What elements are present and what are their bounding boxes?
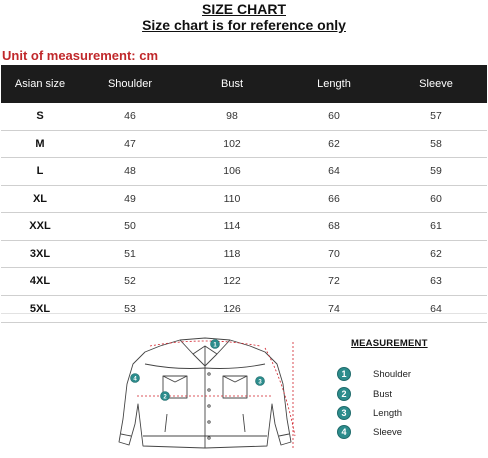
shoulder-guide xyxy=(150,341,260,346)
jacket-outline xyxy=(119,338,291,448)
table-header-row xyxy=(1,65,487,103)
table-row xyxy=(1,295,487,323)
chart-subtitle: Size chart is for reference only xyxy=(142,17,346,33)
size-cell: 3XL xyxy=(1,240,79,268)
table-cell: 72 xyxy=(283,268,385,296)
size-cell: M xyxy=(1,130,79,158)
legend-item-bust xyxy=(337,386,392,402)
section-divider xyxy=(1,313,487,314)
table-cell: 48 xyxy=(79,158,181,186)
size-table xyxy=(1,65,487,323)
number-2-icon: 2 xyxy=(337,387,351,401)
table-row xyxy=(1,103,487,130)
table-cell: 52 xyxy=(79,268,181,296)
marker-2-label: 2 xyxy=(163,394,167,401)
marker-3-label: 3 xyxy=(258,379,262,386)
legend-label: Bust xyxy=(373,388,393,400)
table-cell: 59 xyxy=(385,158,487,186)
column-header: Length xyxy=(283,65,385,103)
table-cell: 106 xyxy=(181,158,283,186)
table-cell: 50 xyxy=(79,213,181,241)
table-row xyxy=(1,240,487,268)
size-cell: 5XL xyxy=(1,295,79,323)
unit-note: Unit of measurement: cm xyxy=(2,48,159,63)
size-cell: XXL xyxy=(1,213,79,241)
legend-label: Shoulder xyxy=(373,368,412,380)
measurement-heading: MEASUREMENT xyxy=(351,338,428,349)
table-cell: 57 xyxy=(385,103,487,130)
number-1-icon: 1 xyxy=(337,367,351,381)
table-row xyxy=(1,185,487,213)
column-header: Sleeve xyxy=(385,65,487,103)
table-cell: 60 xyxy=(283,103,385,130)
table-cell: 47 xyxy=(79,130,181,158)
size-cell: XL xyxy=(1,185,79,213)
table-cell: 62 xyxy=(283,130,385,158)
table-cell: 74 xyxy=(283,295,385,323)
marker-1-label: 1 xyxy=(213,342,217,349)
number-4-icon: 4 xyxy=(337,425,351,439)
table-cell: 62 xyxy=(385,240,487,268)
table-cell: 64 xyxy=(385,295,487,323)
chart-title: SIZE CHART xyxy=(202,1,286,17)
table-cell: 110 xyxy=(181,185,283,213)
table-row xyxy=(1,158,487,186)
number-3-icon: 3 xyxy=(337,406,351,420)
table-cell: 98 xyxy=(181,103,283,130)
table-cell: 102 xyxy=(181,130,283,158)
table-cell: 63 xyxy=(385,268,487,296)
size-cell: L xyxy=(1,158,79,186)
legend-item-sleeve xyxy=(337,424,402,440)
size-cell: 4XL xyxy=(1,268,79,296)
table-cell: 68 xyxy=(283,213,385,241)
legend-item-shoulder xyxy=(337,366,411,382)
table-cell: 49 xyxy=(79,185,181,213)
table-cell: 122 xyxy=(181,268,283,296)
column-header: Shoulder xyxy=(79,65,181,103)
table-cell: 58 xyxy=(385,130,487,158)
table-row xyxy=(1,130,487,158)
table-row xyxy=(1,213,487,241)
legend-label: Length xyxy=(373,407,403,419)
table-cell: 46 xyxy=(79,103,181,130)
column-header: Asian size xyxy=(1,65,79,103)
table-cell: 126 xyxy=(181,295,283,323)
table-cell: 53 xyxy=(79,295,181,323)
table-cell: 51 xyxy=(79,240,181,268)
table-cell: 114 xyxy=(181,213,283,241)
diagram-markers xyxy=(131,340,265,401)
size-cell: S xyxy=(1,103,79,130)
table-cell: 70 xyxy=(283,240,385,268)
marker-4-label: 4 xyxy=(133,376,137,383)
jacket-diagram xyxy=(105,324,305,454)
table-cell: 60 xyxy=(385,185,487,213)
table-cell: 66 xyxy=(283,185,385,213)
legend-item-length xyxy=(337,405,402,421)
column-header: Bust xyxy=(181,65,283,103)
table-cell: 118 xyxy=(181,240,283,268)
table-cell: 64 xyxy=(283,158,385,186)
legend-label: Sleeve xyxy=(373,426,403,438)
table-cell: 61 xyxy=(385,213,487,241)
table-row xyxy=(1,268,487,296)
